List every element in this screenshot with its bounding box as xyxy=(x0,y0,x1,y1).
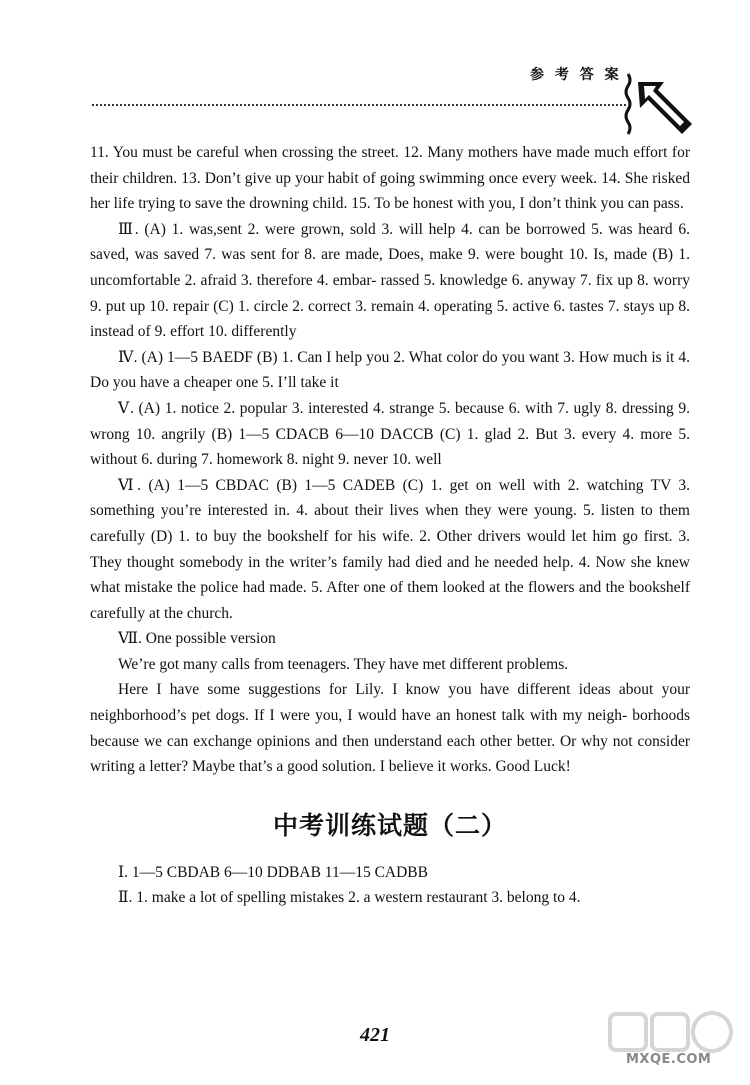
answer-paragraph: Ⅱ. 1. make a lot of spelling mistakes 2. a western restaurant 3. belong to 4. xyxy=(118,889,581,907)
arrow-decoration-icon xyxy=(624,68,694,138)
answer-paragraph: Ⅰ. 1—5 CBDAB 6—10 DDBAB 11—15 CADBB xyxy=(118,863,428,881)
answer-paragraph: Ⅵ. (A) 1—5 CBDAC (B) 1—5 CADEB (C) 1. get on well with 2. watching TV 3. something you’re interested in. 4. about their lives when they were young. 5. listen to them carefully (D) 1. to buy the bookshelf for his wife. 2. Other drivers would let him go first. 3. They thought somebody in the writer’s family had died and he needed help. 4. Now she knew what mistake the police had made. 5. After one of them looked at the flowers and the bookshelf carefully at the church. xyxy=(90,476,690,622)
watermark-logo-icon xyxy=(600,1008,740,1078)
answer-paragraph: Ⅴ. (A) 1. notice 2. popular 3. interested 4. strange 5. because 6. with 7. ugly 8. dressing 9. wrong 10. angrily (B) 1—5 CDACB 6—10 DACCB (C) 1. glad 2. But 3. every 4. more 5. without 6. during 7. homework 8. night 9. never 10. well xyxy=(90,399,690,469)
essay-paragraph: We’re got many calls from teenagers. They have met different problems. xyxy=(118,655,569,673)
answer-content xyxy=(90,140,690,911)
header-dotted-rule xyxy=(92,104,626,106)
page-number: 421 xyxy=(360,1024,390,1046)
essay-paragraph: Here I have some suggestions for Lily. I know you have different ideas about your neighborhood’s pet dogs. If I were you, I would have an honest talk with my neigh- borhoods because we can exchange opinions and then understand each other better. Or why not consider writing a letter? Maybe that’s a good solution. I believe it works. Good Luck! xyxy=(90,681,690,776)
watermark-text: MXQE.COM xyxy=(626,1052,712,1067)
section-title: 中考训练试题（二） xyxy=(272,810,507,840)
answer-paragraph: 11. You must be careful when crossing the street. 12. Many mothers have made much effort for their children. 13. Don’t give up your habit of going swimming once every week. 14. She risked her life trying to save the drowning child. 15. To be honest with you, I don’t think you can pass. xyxy=(90,144,690,213)
answer-paragraph: Ⅳ. (A) 1—5 BAEDF (B) 1. Can I help you 2. What color do you want 3. How much is it 4. Do you have a cheaper one 5. I’ll take it xyxy=(90,348,690,392)
answer-paragraph: Ⅶ. One possible version xyxy=(118,630,276,648)
header-title: 参 考 答 案 xyxy=(530,67,622,83)
answer-paragraph: Ⅲ. (A) 1. was,sent 2. were grown, sold 3. will help 4. can be borrowed 5. was heard 6. saved, was saved 7. was sent for 8. are made, Does, make 9. were bought 10. Is, made (B) 1. uncomfortable 2. afraid 3. therefore 4. embar- rassed 5. knowledge 6. anyway 7. fix up 8. worry 9. put up 10. repair (C) 1. circle 2. correct 3. remain 4. operating 5. active 6. tastes 7. stays up 8. instead of 9. effort 10. differently xyxy=(90,220,690,341)
